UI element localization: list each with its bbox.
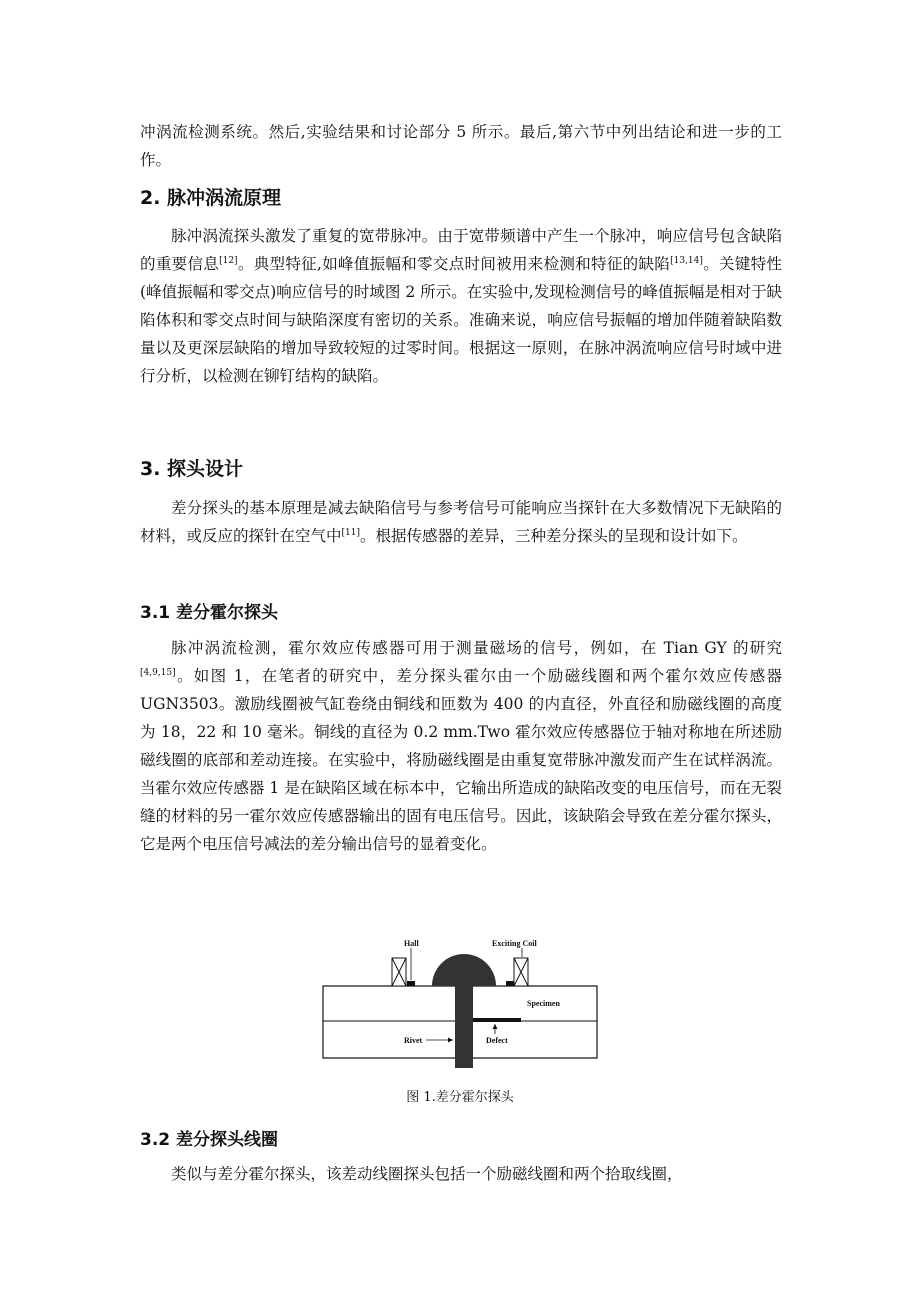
section-3-heading: 3. 探头设计: [140, 458, 244, 480]
section-3-2-paragraph: [140, 1160, 782, 1188]
defect-arrowhead: [493, 1024, 498, 1029]
section-3-1-heading: 3.1 差分霍尔探头: [140, 603, 279, 623]
citation-13-14: [13,14]: [670, 256, 703, 266]
hall-sensor-1: [407, 981, 415, 986]
top-paragraph-text: 冲涡流检测系统。然后,实验结果和讨论部分 5 所示。最后,第六节中列出结论和进一步的工作。: [140, 123, 782, 169]
section-3-1-text-a: 脉冲涡流检测，霍尔效应传感器可用于测量磁场的信号，例如，在 Tian GY 的研究: [171, 639, 782, 657]
label-exciting-coil: Exciting Coil: [492, 939, 537, 948]
hall-sensor-2: [506, 981, 514, 986]
citation-12: [12]: [219, 256, 238, 266]
section-2-text-c: 。关键特性(峰值振幅和零交点)响应信号的时域图 2 所示。在实验中,发现检测信号的峰值振幅是相对于缺陷体积和零交点时间与缺陷深度有密切的关系。准确来说，响应信号振幅的增加伴随着缺陷数量以及更深层缺陷的增加导致较短的过零时间。根据这一原则，在脉冲涡流响应信号时域中进行分析，以检测在铆钉结构的缺陷。: [140, 255, 782, 385]
figure-1-caption: 图 1.差分霍尔探头: [406, 1090, 514, 1105]
citation-11: [11]: [341, 528, 360, 538]
top-paragraph: [140, 118, 782, 174]
label-specimen: Specimen: [527, 999, 560, 1008]
rivet-arrowhead: [448, 1038, 453, 1043]
section-3-2-text: 类似与差分霍尔探头，该差动线圈探头包括一个励磁线圈和两个拾取线圈，: [171, 1165, 683, 1183]
label-hall: Hall: [404, 939, 419, 948]
section-2-text-a: 脉冲涡流探头激发了重复的宽带脉冲。由于宽带频谱中产生一个脉冲，响应信号包含缺陷的重要信息: [140, 227, 782, 273]
defect-mark: [473, 1018, 521, 1022]
section-3-2-heading: 3.2 差分探头线圈: [140, 1130, 279, 1150]
exciting-coil-right: [514, 958, 528, 986]
figure-1-differential-hall-probe: [320, 938, 600, 1074]
label-rivet: Rivet: [404, 1036, 423, 1045]
section-3-1-text-b: 。如图 1，在笔者的研究中，差分探头霍尔由一个励磁线圈和两个霍尔效应传感器 UGN3503。激励线圈被气缸卷绕由铜线和匝数为 400 的内直径，外直径和励磁线圈的高度为 18，22 和 10 毫米。铜线的直径为 0.2 mm.Two 霍尔效应传感器位于轴对称地在所述励磁线圈的底部和差动连接。在实验中，将励磁线圈是由重复宽带脉冲激发而产生在试样涡流。当霍尔效应传感器 1 是在缺陷区域在标本中，它输出所造成的缺陷改变的电压信号，而在无裂缝的材料的另一霍尔效应传感器输出的固有电压信号。因此，该缺陷会导致在差分霍尔探头，它是两个电压信号减法的差分输出信号的显着变化。: [140, 667, 782, 853]
section-2-paragraph: [140, 222, 782, 390]
section-2-text-b: 。典型特征,如峰值振幅和零交点时间被用来检测和特征的缺陷: [237, 255, 671, 273]
citation-4-9-15: [4,9,15]: [140, 668, 176, 678]
section-2-heading: 2. 脉冲涡流原理: [140, 187, 282, 209]
section-3-text-a: 差分探头的基本原理是减去缺陷信号与参考信号可能响应当探针在大多数情况下无缺陷的材料，或反应的探针在空气中: [140, 499, 782, 545]
section-3-text-b: 。根据传感器的差异，三种差分探头的呈现和设计如下。: [360, 527, 748, 545]
hall-coil-left: [392, 958, 406, 986]
section-3-paragraph: [140, 494, 782, 550]
label-defect: Defect: [486, 1036, 508, 1045]
rivet-head: [432, 954, 496, 986]
section-3-1-paragraph: [140, 634, 782, 858]
rivet-shank: [455, 982, 473, 1068]
